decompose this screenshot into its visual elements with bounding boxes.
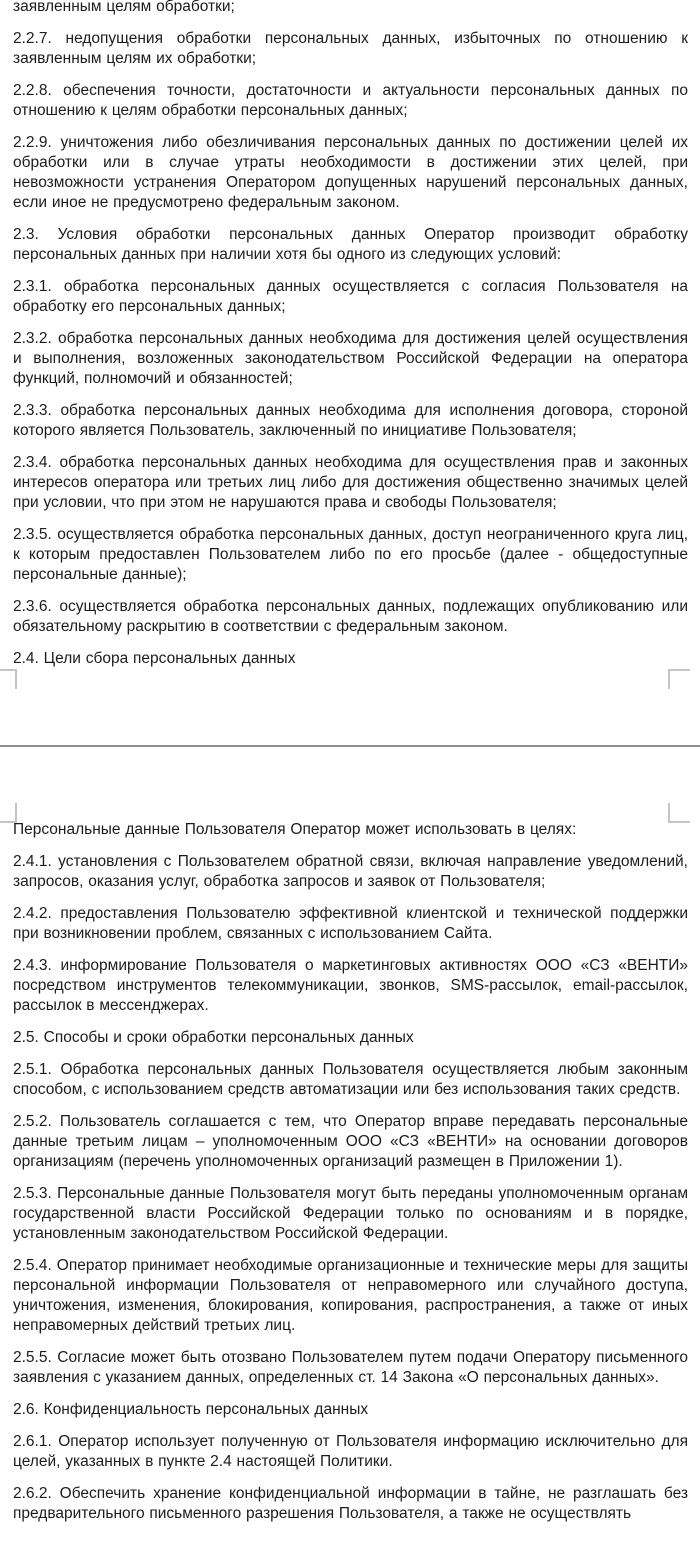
- clause-2-3-4: 2.3.4. обработка персональных данных необходима для осуществления прав и законных интересов оператора или третьих лиц либо для достижения общественно значимых целей при условии, что при этом не нарушаются права и свободы Пользователя;: [13, 454, 688, 511]
- clause-2-5-5: 2.5.5. Согласие может быть отозвано Пользователем путем подачи Оператору письменного заявления с указанием данных, определенных ст. 14 Закона «О персональных данных».: [13, 1349, 688, 1386]
- clause-2-4: 2.4. Цели сбора персональных данных: [13, 650, 296, 667]
- clause-2-2-8: 2.2.8. обеспечения точности, достаточности и актуальности персональных данных по отношению к целям обработки персональных данных;: [13, 82, 688, 119]
- page-divider-line: [0, 745, 700, 747]
- clause-2-2-9: 2.2.9. уничтожения либо обезличивания персональных данных по достижении целей их обработки или в случае утраты необходимости в достижении этих целей, при невозможности устранения Оператором допущенных нарушений персональных данных, если иное не предусмотрено федеральным законом.: [13, 134, 688, 211]
- page2-top-left-corner-mark: [0, 803, 17, 823]
- clause-2-3-5: 2.3.5. осуществляется обработка персональных данных, доступ неограниченного круга лиц, к которым предоставлен Пользователем либо по его просьбе (далее - общедоступные персональные данные);: [13, 526, 688, 583]
- clause-2-4-3: 2.4.3. информирование Пользователя о маркетинговых активностях ООО «СЗ «ВЕНТИ» посредством инструментов телекоммуникации, звонков, SMS-рассылок, email-рассылок, рассылок в мессенджерах.: [13, 957, 688, 1014]
- clause-2-5-3: 2.5.3. Персональные данные Пользователя могут быть переданы уполномоченным органам государственной власти Российской Федерации только по основаниям и в порядке, установленным законодательством Российской Федерации.: [13, 1185, 688, 1242]
- clause-2-3: 2.3. Условия обработки персональных данных Оператор производит обработку персональных данных при наличии хотя бы одного из следующих условий:: [13, 226, 688, 263]
- clause-2-4-1: 2.4.1. установления с Пользователем обратной связи, включая направление уведомлений, запросов, оказания услуг, обработка запросов и заявок от Пользователя;: [13, 853, 688, 890]
- page1-bottom-right-corner-mark: [668, 669, 690, 689]
- clause-2-6-1: 2.6.1. Оператор использует полученную от Пользователя информацию исключительно для целей, указанных в пункте 2.4 настоящей Политики.: [13, 1433, 688, 1470]
- clause-2-3-2: 2.3.2. обработка персональных данных необходима для достижения целей осуществления и выполнения, возложенных законодательством Российской Федерации на оператора функций, полномочий и обязанностей;: [13, 330, 688, 387]
- page-break: [0, 669, 700, 820]
- clause-2-6: 2.6. Конфиденциальность персональных данных: [13, 1401, 369, 1418]
- page1-bottom-left-corner-mark: [0, 669, 17, 689]
- clause-2-3-3: 2.3.3. обработка персональных данных необходима для исполнения договора, стороной которого является Пользователь, заключенный по инициативе Пользователя;: [13, 402, 688, 439]
- page2-top-right-corner-mark: [668, 803, 690, 823]
- clause-2-5-4: 2.5.4. Оператор принимает необходимые организационные и технические меры для защиты персональной информации Пользователя от неправомерного или случайного доступа, уничтожения, изменения, блокирования, копирования, распространения, а также от иных неправомерных действий третьих лиц.: [13, 1257, 688, 1334]
- clause-2-5: 2.5. Способы и сроки обработки персональных данных: [13, 1029, 414, 1046]
- clause-2-2-6-tail: заявленным целям обработки;: [13, 0, 235, 15]
- clause-2-5-1: 2.5.1. Обработка персональных данных Пользователя осуществляется любым законным способом, с использованием средств автоматизации или без использования таких средств.: [13, 1061, 688, 1098]
- clause-2-3-6: 2.3.6. осуществляется обработка персональных данных, подлежащих опубликованию или обязательному раскрытию в соответствии с федеральным законом.: [13, 598, 688, 635]
- clause-2-5-2: 2.5.2. Пользователь соглашается с тем, что Оператор вправе передавать персональные данные третьим лицам – уполномоченным ООО «СЗ «ВЕНТИ» на основании договоров организациям (перечень уполномоченных организаций размещен в Приложении 1).: [13, 1113, 688, 1170]
- clause-2-4-intro: Персональные данные Пользователя Оператор может использовать в целях:: [13, 821, 577, 838]
- clause-2-6-2: 2.6.2. Обеспечить хранение конфиденциальной информации в тайне, не разглашать без предварительного письменного разрешения Пользователя, а также не осуществлять: [13, 1485, 688, 1522]
- clause-2-2-7: 2.2.7. недопущения обработки персональных данных, избыточных по отношению к заявленным целям их обработки;: [13, 30, 688, 67]
- clause-2-4-2: 2.4.2. предоставления Пользователю эффективной клиентской и технической поддержки при возникновении проблем, связанных с использованием Сайта.: [13, 905, 688, 942]
- page-2-content: [0, 820, 700, 1524]
- page-1-content: [0, 0, 700, 669]
- clause-2-3-1: 2.3.1. обработка персональных данных осуществляется с согласия Пользователя на обработку его персональных данных;: [13, 278, 688, 315]
